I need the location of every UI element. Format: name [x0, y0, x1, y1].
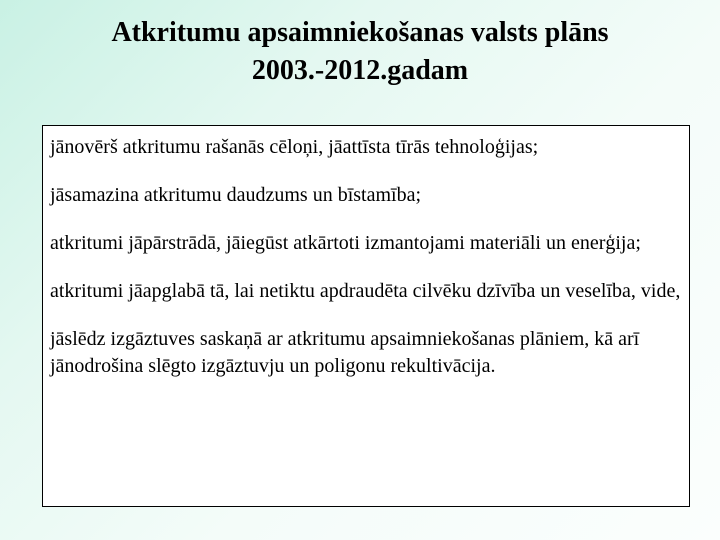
content-item: jānovērš atkritumu rašanās cēloņi, jāattīsta tīrās tehnoloģijas; — [50, 136, 539, 158]
title-line-1: Atkritumu apsaimniekošanas valsts plāns — [111, 17, 609, 48]
content-item: atkritumi jāpārstrādā, jāiegūst atkārtoti izmantojami materiāli un enerģija; — [50, 232, 641, 254]
content-box — [42, 125, 690, 507]
content-item: atkritumi jāapglabā tā, lai netiktu apdraudēta cilvēku dzīvība un veselība, vide, — [50, 280, 681, 302]
title-line-2: 2003.-2012.gadam — [251, 55, 469, 86]
content-item: jāsamazina atkritumu daudzums un bīstamība; — [50, 184, 422, 206]
slide-title — [0, 14, 720, 90]
content-item: jāslēdz izgāztuves saskaņā ar atkritumu apsaimniekošanas plāniem, kā arī jānodrošina slēgto izgāztuvju un poligonu rekultivācija. — [50, 328, 640, 377]
